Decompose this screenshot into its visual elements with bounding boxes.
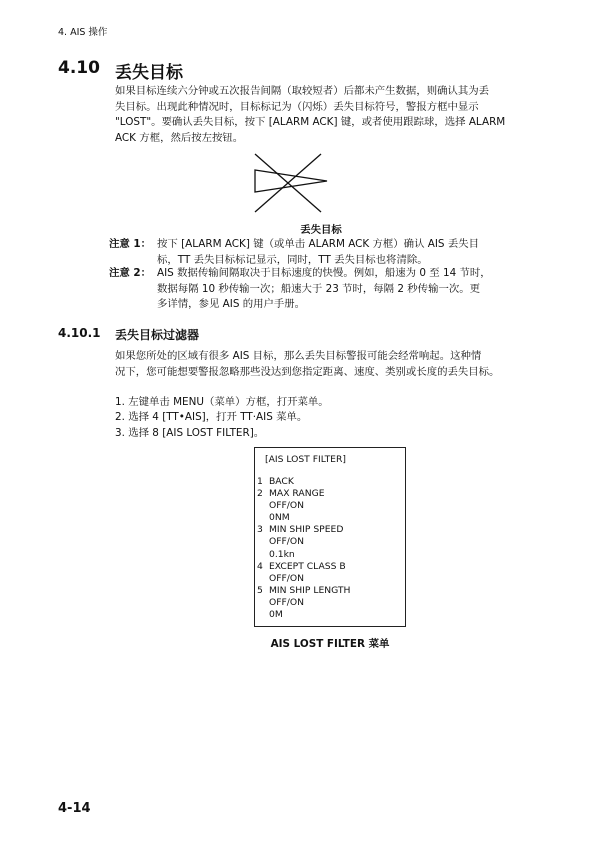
section-paragraph	[115, 84, 527, 146]
menu-title: [AIS LOST FILTER]	[265, 454, 346, 465]
menu-item-label: 0NM	[269, 512, 290, 524]
section-title: 丢失目标	[115, 63, 183, 83]
paragraph-line: 失目标。出现此种情况时，目标标记为（闪烁）丢失目标符号，警报方框中显示	[115, 100, 479, 113]
menu-item[interactable]	[255, 488, 405, 500]
paragraph-line: 如果您所处的区域有很多 AIS 目标，那么丢失目标警报可能会经常响起。这种情	[115, 350, 482, 362]
paragraph-line: 况下，您可能想要警报忽略那些没达到您指定距离、速度、类别或长度的丢失目标。	[115, 365, 500, 378]
paragraph-line: ACK 方框，然后按左按钮。	[115, 131, 244, 144]
subsection-title: 丢失目标过滤器	[115, 328, 200, 342]
page-number: 4-14	[58, 801, 91, 816]
menu-item-number: 5	[257, 584, 263, 596]
menu-item-label: OFF/ON	[269, 572, 305, 584]
menu-item-label: OFF/ON	[269, 536, 305, 548]
running-header: 4. AIS 操作	[58, 27, 108, 38]
menu-item-label: MIN SHIP SPEED	[269, 524, 344, 536]
procedure-steps	[115, 395, 329, 441]
menu-list	[255, 476, 405, 621]
menu-item-label: OFF/ON	[269, 596, 305, 608]
subsection-number: 4.10.1	[58, 326, 101, 340]
menu-item[interactable]	[255, 512, 405, 524]
note-label: 注意 1：	[109, 238, 152, 250]
menu-caption: AIS LOST FILTER 菜单	[270, 638, 390, 650]
menu-item-label: BACK	[269, 476, 294, 487]
step-item: 2. 选择 4 [TT•AIS]，打开 TT·AIS 菜单。	[115, 411, 308, 424]
menu-item-number: 1	[257, 476, 263, 487]
menu-item-number: 3	[257, 524, 263, 536]
menu-item[interactable]	[255, 549, 405, 561]
note-line: 按下 [ALARM ACK] 键（或单击 ALARM ACK 方框）确认 AIS 丢失目	[157, 238, 480, 250]
menu-item[interactable]	[255, 524, 405, 536]
ais-lost-filter-menu	[254, 447, 406, 627]
figure-caption: 丢失目标	[300, 224, 342, 236]
menu-item-label: OFF/ON	[269, 500, 305, 512]
menu-item[interactable]	[255, 597, 405, 609]
step-item: 1. 左键单击 MENU（菜单）方框，打开菜单。	[115, 396, 329, 408]
note-line: 数据每隔 10 秒传输一次；船速大于 23 节时，每隔 2 秒传输一次。更	[157, 282, 481, 295]
section-number: 4.10	[58, 58, 100, 78]
paragraph-line: "LOST"。要确认丢失目标，按下 [ALARM ACK] 键，或者使用跟踪球，选择 ALARM	[115, 116, 506, 128]
menu-item-number: 2	[257, 488, 263, 500]
note-line: AIS 数据传输间隔取决于目标速度的快慢。例如，船速为 0 至 14 节时，	[157, 267, 491, 279]
menu-item-label: 0.1kn	[269, 548, 295, 560]
menu-item-label: EXCEPT CLASS B	[269, 560, 346, 572]
menu-item[interactable]	[255, 609, 405, 621]
note-label: 注意 2：	[109, 267, 152, 279]
paragraph-line: 如果目标连续六分钟或五次报告间隔（取较短者）后都未产生数据，则确认其为丢	[115, 85, 490, 97]
step-item: 3. 选择 8 [AIS LOST FILTER]。	[115, 426, 265, 439]
note-line: 标，TT 丢失目标标记显示，同时，TT 丢失目标也将清除。	[157, 253, 428, 266]
menu-item-number: 4	[257, 560, 263, 572]
note-line: 多详情，参见 AIS 的用户手册。	[157, 298, 306, 310]
menu-item[interactable]	[255, 536, 405, 548]
note-1	[109, 237, 527, 268]
menu-item[interactable]	[255, 585, 405, 597]
menu-item[interactable]	[255, 561, 405, 573]
menu-item-label: 0M	[269, 609, 283, 621]
note-2	[109, 266, 527, 313]
menu-item[interactable]	[255, 476, 405, 488]
menu-item[interactable]	[255, 500, 405, 512]
menu-item-label: MAX RANGE	[269, 488, 325, 500]
menu-item[interactable]	[255, 573, 405, 585]
menu-item-label: MIN SHIP LENGTH	[269, 584, 351, 596]
subsection-paragraph	[115, 349, 527, 380]
lost-target-symbol	[245, 150, 333, 214]
